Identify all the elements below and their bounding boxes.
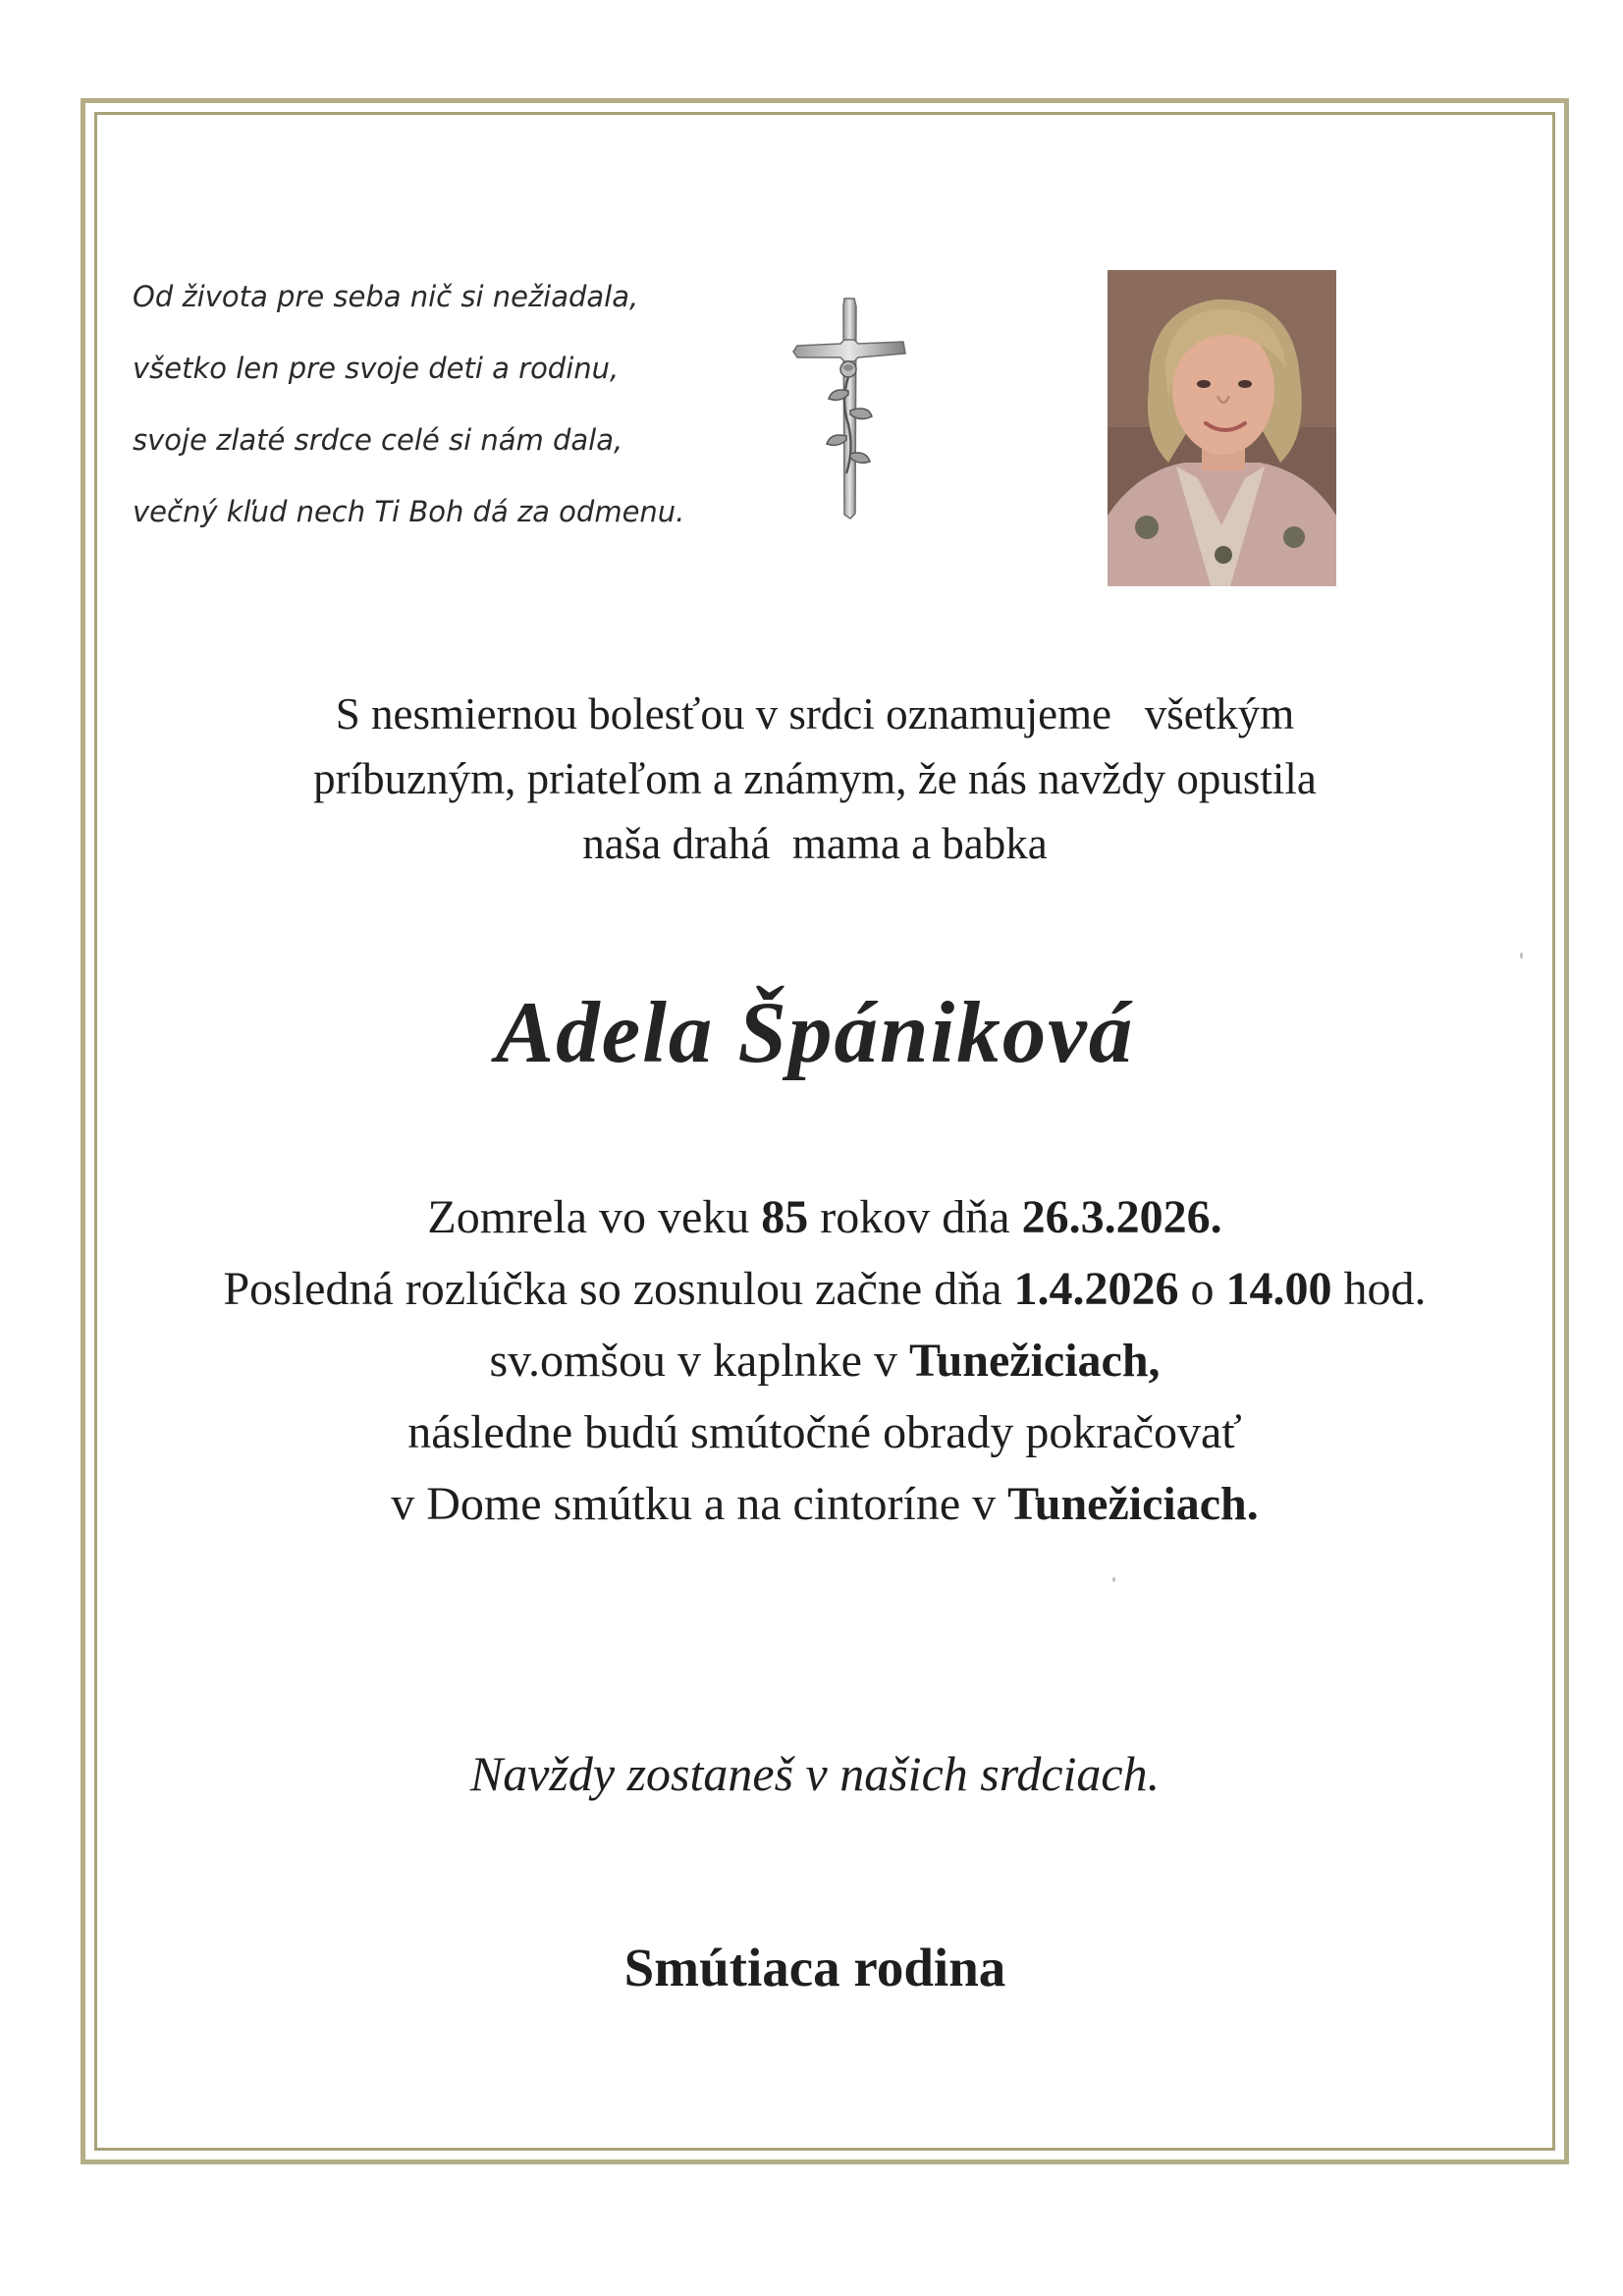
detail-text: rokov dňa <box>808 1191 1022 1243</box>
age-value: 85 <box>761 1191 809 1243</box>
funeral-time: 14.00 <box>1225 1263 1332 1315</box>
announcement-line: naša drahá mama a babka <box>582 819 1048 868</box>
scan-speck <box>1520 953 1523 958</box>
funeral-details <box>98 1181 1551 1540</box>
portrait-photo <box>1108 270 1336 586</box>
funeral-date: 1.4.2026 <box>1013 1263 1179 1315</box>
announcement-text <box>177 682 1453 876</box>
death-line <box>98 1181 1551 1253</box>
death-date: 26.3.2026. <box>1021 1191 1222 1243</box>
cemetery-place: Tunežiciach. <box>1007 1478 1259 1530</box>
announcement-line: príbuzným, priateľom a známym, že nás navždy opustila <box>313 754 1317 803</box>
announcement-line: S nesmiernou bolesťou v srdci oznamujeme všetkým <box>335 689 1295 738</box>
poem-line: všetko len pre svoje deti a rodinu, <box>133 352 620 385</box>
memorial-poem <box>133 269 741 556</box>
poem-line: Od života pre seba nič si nežiadala, <box>133 280 639 313</box>
detail-text: Zomrela vo veku <box>427 1191 762 1243</box>
detail-text: Posledná rozlúčka so zosnulou začne dňa <box>223 1263 1014 1315</box>
deceased-name: Adela Špániková <box>495 985 1135 1081</box>
cemetery-line <box>98 1468 1551 1540</box>
detail-text: hod. <box>1331 1263 1427 1315</box>
signature: Smútiaca rodina <box>623 1938 1006 1997</box>
detail-text: sv.omšou v kaplnke v <box>489 1335 909 1387</box>
ceremony-line: následne budú smútočné obrady pokračovať <box>407 1406 1242 1458</box>
poem-line: večný kľud nech Ti Boh dá za odmenu. <box>133 495 685 528</box>
detail-text: v Dome smútku a na cintoríne v <box>391 1478 1008 1530</box>
poem-line: svoje zlaté srdce celé si nám dala, <box>133 423 623 457</box>
crucifix-with-rose-icon <box>784 293 913 520</box>
mass-place: Tunežiciach, <box>908 1335 1161 1387</box>
funeral-date-line <box>98 1253 1551 1325</box>
farewell-line: Navždy zostaneš v našich srdciach. <box>469 1746 1161 1801</box>
detail-text: o <box>1178 1263 1226 1315</box>
mass-line <box>98 1325 1551 1396</box>
scan-speck <box>1112 1577 1115 1582</box>
